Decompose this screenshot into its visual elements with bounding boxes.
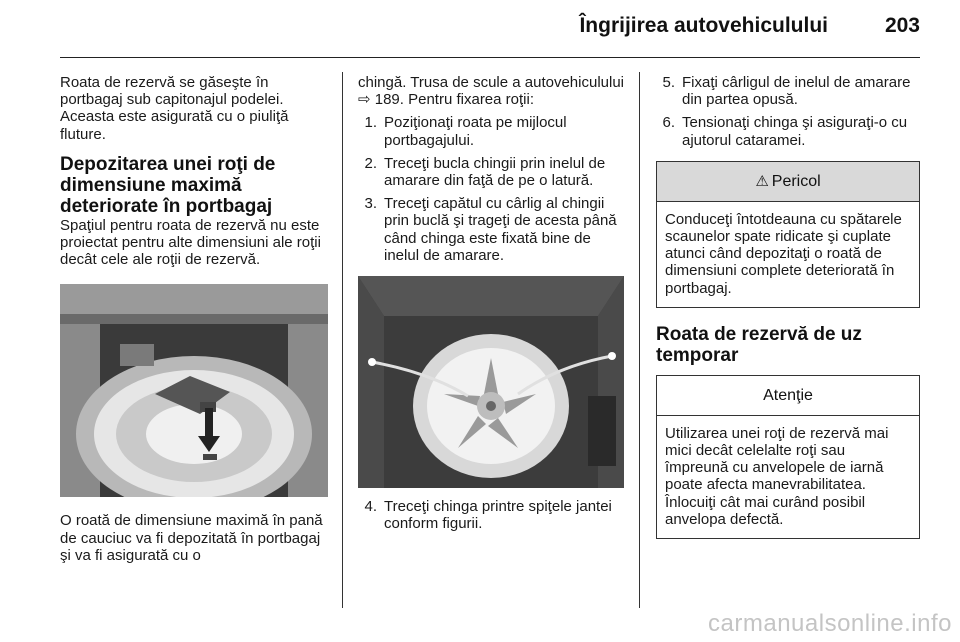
danger-notice-header [657,162,919,202]
secured-wheel-photo [358,276,624,488]
column-divider [342,72,343,608]
list-item: 6. Tensionaţi chinga şi asiguraţi-o cu ajutorul cataramei. [662,114,908,149]
caution-notice-title: Atenţie [763,386,813,404]
intro-paragraph: Roata de rezervă se găseşte în portbagaj sub capitonajul podelei. Aceasta este asigurată cu o piuliţă fluture. [60,74,289,143]
warning-triangle-icon: ⚠ [755,172,769,190]
intro-paragraph [358,74,624,108]
list-item: 3. Treceţi capătul cu cârlig al chingii prin buclă şi trageţi de acesta până când chinga este fixată bine de inelul de amarare. [364,195,617,264]
strapped-wheel-illustration [358,276,624,488]
column-middle [358,74,624,532]
list-item: 2. Treceţi bucla chingii prin inelul de amarare din faţă de pe o latură. [364,154,606,190]
spare-wheel-well-illustration [60,284,328,497]
spare-wheel-well-photo [60,284,328,497]
page-number: 203 [884,14,920,37]
section-heading: Depozitarea unei roţi de dimensiune maximă deteriorate în portbagaj [60,153,276,217]
step-list [358,114,624,264]
danger-notice-body: Conduceţi întotdeauna cu spătarele scaunelor spate ridicate şi cuplate atunci când depozitaţi o roată de dimensiuni complete deteriorată în portbagaj. [665,210,902,297]
list-item: 1. Poziţionaţi roata pe mijlocul portbagajului. [364,114,567,149]
chapter-title: Îngrijirea autovehiculului [579,14,828,37]
list-item: 4. Treceţi chinga printre spiţele jantei conform figurii. [364,498,612,533]
danger-notice-title: Pericol [771,172,821,190]
column-right [656,74,920,539]
column-divider [639,72,640,608]
danger-notice [656,161,920,308]
list-item: 5. Fixaţi cârligul de inelul de amarare din partea opusă. [662,74,911,109]
step-list [358,498,624,532]
step-list [656,74,920,149]
body-paragraph: O roată de dimensiune maximă în pană de cauciuc va fi depozitată în portbagaj şi va fi asigurată cu o [60,512,323,564]
column-left [60,74,328,564]
body-paragraph: Spaţiul pentru roata de rezervă nu este proiectat pentru alte dimensiuni ale roţii decât cele ale roţii de rezervă. [60,216,321,269]
caution-notice-header [657,376,919,416]
page-reference-icon: ⇨ [358,91,371,109]
watermark: carmanualsonline.info [708,610,952,637]
page-reference-text: 189. Pentru fixarea roţii: [374,91,535,109]
page-header [60,0,920,58]
section-heading: Roata de rezervă de uz temporar [656,323,862,366]
intro-text: chingă. Trusa de scule a autovehiculului [358,74,625,91]
caution-notice-body: Utilizarea unei roţi de rezervă mai mici decât celelalte roţi sau împreună cu anvelopele de iarnă poate afecta manevrabilitatea. Înlocuiţi cât mai curând posibil anvelopa defectă. [665,424,889,528]
caution-notice [656,375,920,539]
